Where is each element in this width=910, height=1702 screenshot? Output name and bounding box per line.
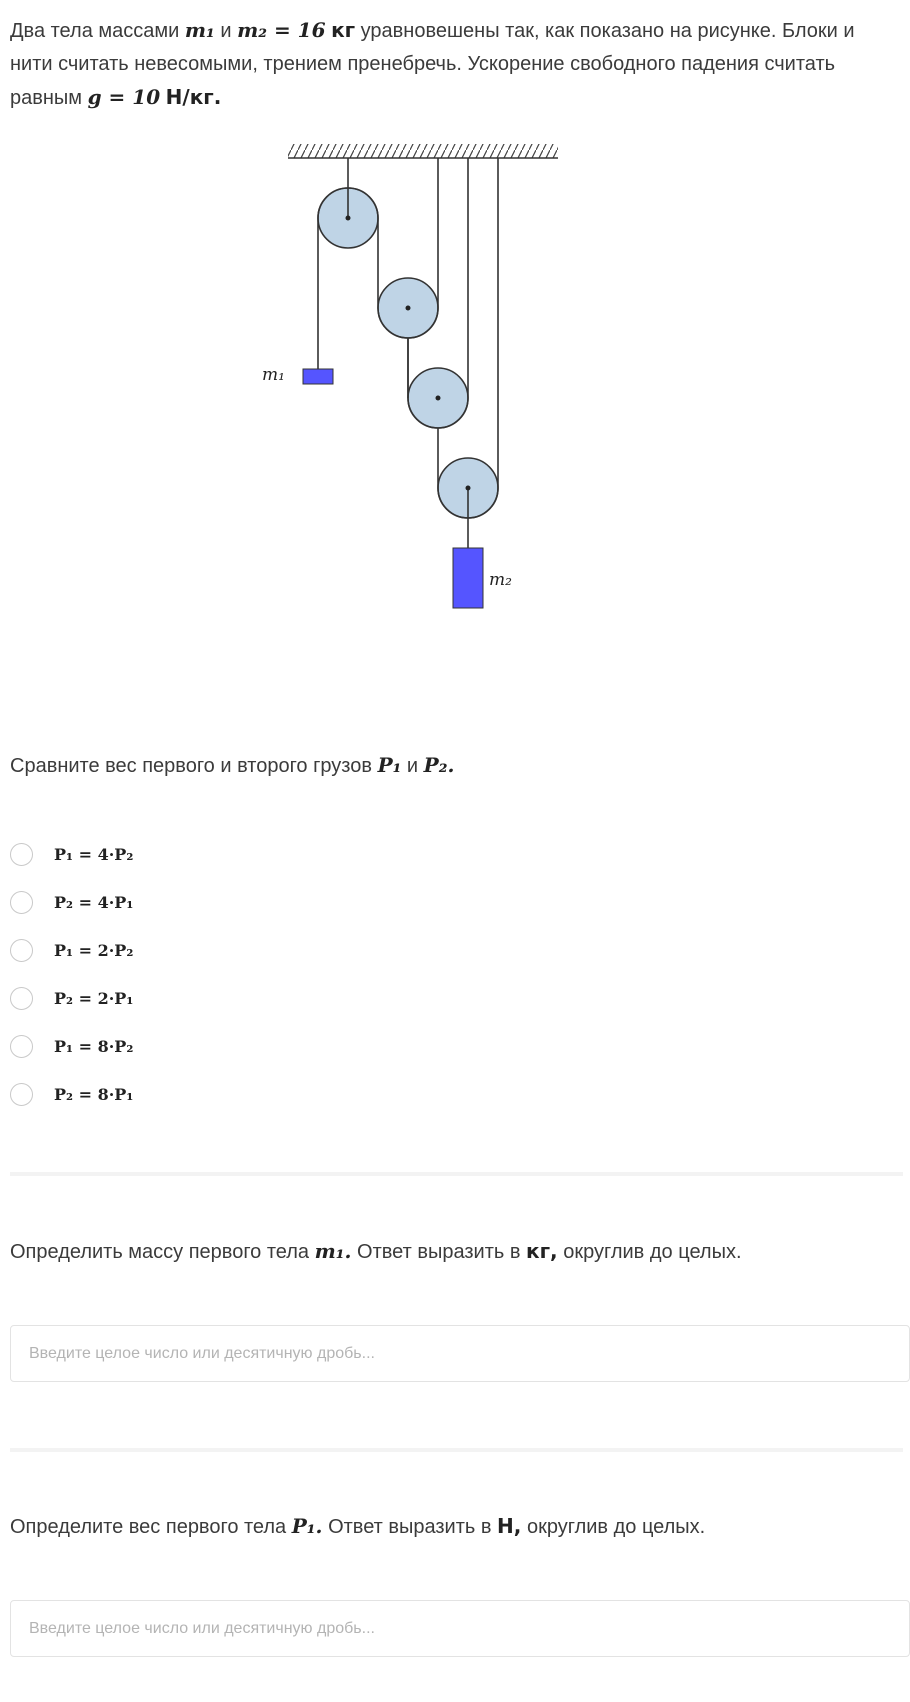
radio-button[interactable] [10, 939, 33, 962]
label-m2: m₂ [489, 570, 512, 590]
option-label: P₁ = 4·P₂ [54, 844, 134, 864]
radio-button[interactable] [10, 843, 33, 866]
pulley-4-axle [466, 486, 471, 491]
question-text: округлив до целых. [521, 1516, 706, 1538]
option-2[interactable] [10, 878, 410, 926]
unit-newton: Н, [497, 1514, 522, 1538]
option-label: P₁ = 8·P₂ [54, 1036, 134, 1056]
radio-button[interactable] [10, 987, 33, 1010]
option-label: P₂ = 2·P₁ [54, 988, 134, 1008]
option-6[interactable] [10, 1070, 410, 1118]
radio-button[interactable] [10, 1035, 33, 1058]
option-4[interactable] [10, 974, 410, 1022]
unit-kg: кг, [526, 1239, 558, 1263]
problem-statement [10, 14, 890, 115]
question-text: Определите вес первого тела [10, 1516, 292, 1538]
question-text: округлив до целых. [557, 1241, 742, 1263]
radio-button[interactable] [10, 1083, 33, 1106]
var-p1: P₁. [291, 1514, 323, 1538]
answer-input-mass[interactable] [10, 1325, 910, 1382]
option-label: P₂ = 4·P₁ [54, 892, 134, 912]
radio-button[interactable] [10, 891, 33, 914]
pulley-3-axle [436, 396, 441, 401]
option-5[interactable] [10, 1022, 410, 1070]
pulley-2-axle [406, 306, 411, 311]
pulley-diagram [262, 150, 610, 670]
question-text: Ответ выразить в [322, 1516, 498, 1538]
section-divider [10, 1448, 903, 1452]
question-text: и [401, 755, 424, 777]
unit-n-per-kg: Н/кг. [165, 85, 222, 109]
option-label: P₂ = 8·P₁ [54, 1084, 134, 1104]
problem-text-part: Два тела массами [10, 20, 185, 42]
var-p1: P₁ [377, 753, 402, 777]
question-text: Ответ выразить в [351, 1241, 527, 1263]
question-text: Определить массу первого тела [10, 1241, 315, 1263]
var-m2-value: m₂ = 16 [237, 18, 326, 42]
var-g-value: g = 10 [87, 85, 161, 109]
pulley-1-axle [346, 216, 351, 221]
option-label: P₁ = 2·P₂ [54, 940, 134, 960]
question-compare-weights [10, 750, 454, 781]
option-1[interactable] [10, 830, 410, 878]
var-m1: m₁ [184, 18, 215, 42]
answer-input-weight[interactable] [10, 1600, 910, 1657]
section-divider [10, 1172, 903, 1176]
mass-m1 [303, 369, 333, 384]
problem-text-part: и [214, 20, 238, 42]
question-mass-m1 [10, 1236, 742, 1267]
ceiling-hatch [288, 144, 558, 158]
option-3[interactable] [10, 926, 410, 974]
mass-m2 [453, 548, 483, 608]
question-text: Сравните вес первого и второго грузов [10, 755, 378, 777]
unit-kg: кг [331, 18, 356, 42]
label-m1: m₁ [262, 365, 285, 385]
answer-options [10, 830, 410, 1118]
var-p2: P₂. [423, 753, 455, 777]
problem-text-part: уравновешены так, как показано на рисунке. Блоки и нити считать невесомыми, трением пренебречь. Ускорение свободного падения считать равным [10, 20, 855, 109]
question-weight-p1 [10, 1511, 705, 1542]
var-m1: m₁. [314, 1239, 352, 1263]
